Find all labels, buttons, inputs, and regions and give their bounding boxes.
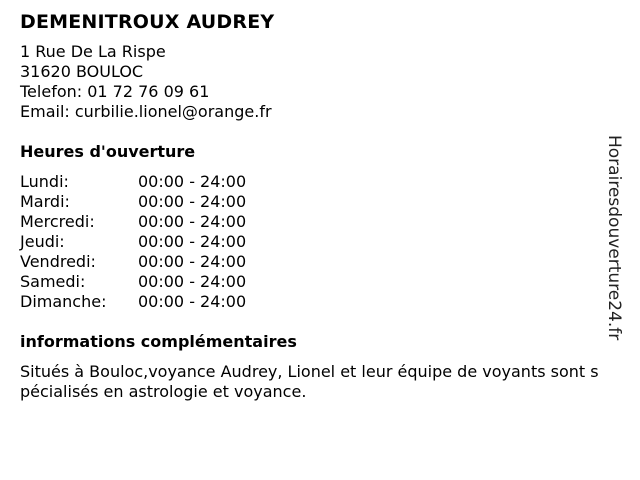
hours-row-thursday xyxy=(20,232,605,252)
hours-row-tuesday xyxy=(20,192,605,212)
opening-hours-list xyxy=(20,172,605,312)
time-range: 00:00 - 24:00 xyxy=(138,252,247,271)
time-range: 00:00 - 24:00 xyxy=(138,212,247,231)
hours-row-saturday xyxy=(20,272,605,292)
hours-row-sunday xyxy=(20,292,605,312)
hours-row-friday xyxy=(20,252,605,272)
additional-info-title: informations complémentaires xyxy=(20,332,297,351)
site-watermark: Horairesdouverture24.fr xyxy=(604,135,624,341)
email-address: Email: curbilie.lionel@orange.fr xyxy=(20,102,272,121)
additional-info-text: Situés à Bouloc,voyance Audrey, Lionel et leur équipe de voyants sont spécialisés en astrologie et voyance. xyxy=(20,362,599,401)
hours-row-wednesday xyxy=(20,212,605,232)
day-label: Mercredi: xyxy=(20,212,95,231)
city-address: 31620 BOULOC xyxy=(20,62,144,81)
business-card xyxy=(20,10,605,402)
time-range: 00:00 - 24:00 xyxy=(138,232,247,251)
opening-hours-title: Heures d'ouverture xyxy=(20,142,196,161)
day-label: Jeudi: xyxy=(20,232,65,251)
time-range: 00:00 - 24:00 xyxy=(138,292,247,311)
hours-row-monday xyxy=(20,172,605,192)
day-label: Dimanche: xyxy=(20,292,107,311)
street-address: 1 Rue De La Rispe xyxy=(20,42,166,61)
time-range: 00:00 - 24:00 xyxy=(138,272,247,291)
time-range: 00:00 - 24:00 xyxy=(138,172,247,191)
day-label: Vendredi: xyxy=(20,252,96,271)
time-range: 00:00 - 24:00 xyxy=(138,192,247,211)
business-name: DEMENITROUX AUDREY xyxy=(20,11,275,33)
day-label: Lundi: xyxy=(20,172,69,191)
phone-number: Telefon: 01 72 76 09 61 xyxy=(20,82,210,101)
day-label: Samedi: xyxy=(20,272,86,291)
day-label: Mardi: xyxy=(20,192,70,211)
